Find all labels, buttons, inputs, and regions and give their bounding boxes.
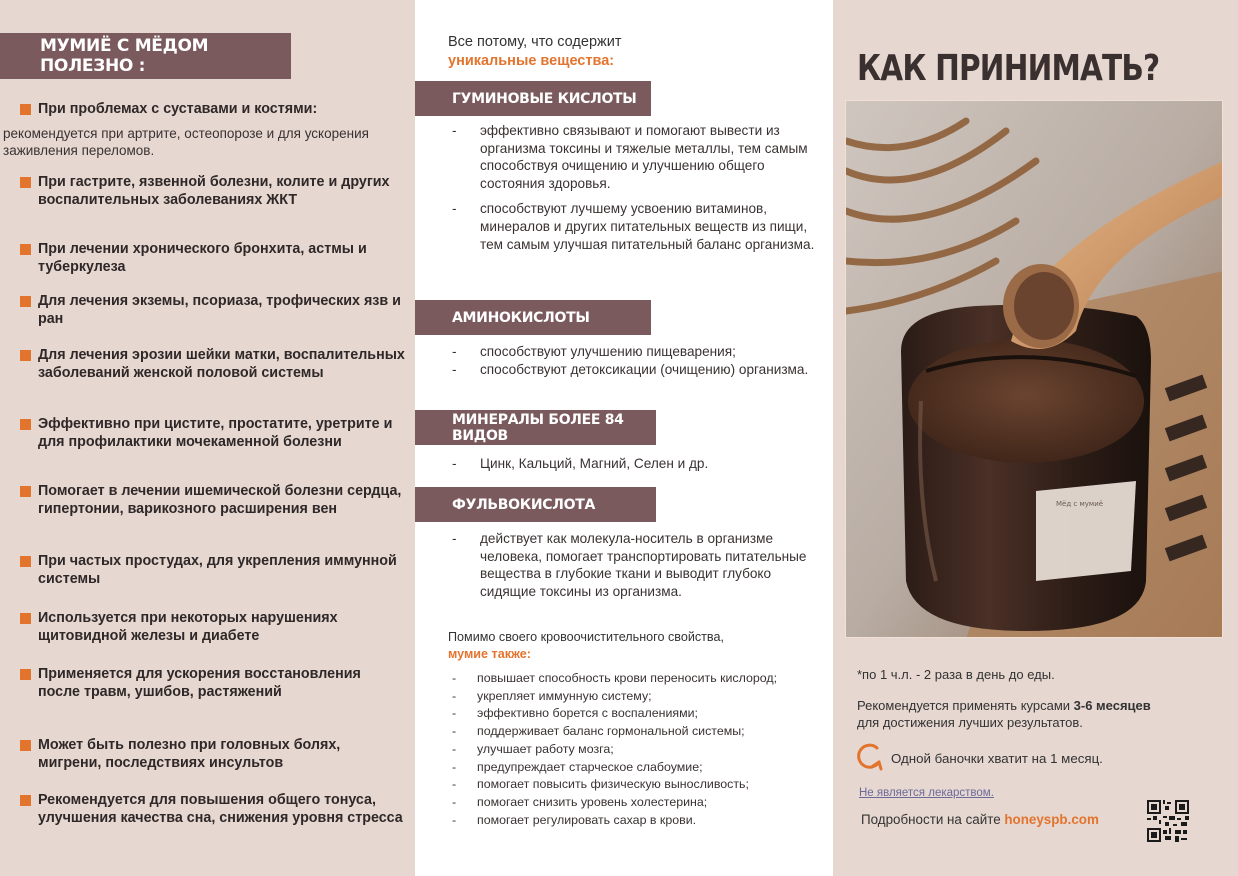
jar-label: Мёд с мумиё bbox=[1056, 500, 1104, 508]
list-item: - улучшает работу мозга; bbox=[452, 741, 832, 759]
benefit-item: При лечении хронического бронхита, астмы и туберкулеза bbox=[20, 241, 405, 276]
left-title: МУМИЁ С МЁДОМ ПОЛЕЗНО : bbox=[0, 33, 291, 79]
qr-code-icon[interactable] bbox=[1147, 800, 1189, 842]
also-list bbox=[452, 670, 832, 829]
section-title-fulvic-acid: ФУЛЬВОКИСЛОТА bbox=[415, 487, 656, 522]
section-title-humic-acids: ГУМИНОВЫЕ КИСЛОТЫ bbox=[415, 81, 651, 116]
benefit-item: Эффективно при цистите, простатите, уретрите и для профилактики мочекаменной болезни bbox=[20, 416, 405, 451]
list-item: - помогает повысить физическую выносливость; bbox=[452, 776, 832, 794]
right-panel bbox=[833, 0, 1238, 876]
month-note: Одной баночки хватит на 1 месяц. bbox=[857, 742, 1103, 774]
bullet-square-icon bbox=[20, 486, 31, 497]
benefit-item: Для лечения экземы, псориаза, трофических язв и ран bbox=[20, 293, 405, 328]
bullet-square-icon bbox=[20, 613, 31, 624]
list-item: - способствуют улучшению пищеварения; bbox=[452, 343, 822, 361]
website-text: Подробности на сайте honeyspb.com bbox=[861, 812, 1099, 827]
benefit-item: При проблемах с суставами и костями: рекомендуется при артрите, остеопорозе и для ускорения заживления переломов. bbox=[20, 101, 405, 160]
benefit-item: Применяется для ускорения восстановления после травм, ушибов, растяжений bbox=[20, 666, 405, 701]
list-item: - повышает способность крови переносить кислород; bbox=[452, 670, 832, 688]
bullet-square-icon bbox=[20, 419, 31, 430]
list-item: - помогает регулировать сахар в крови. bbox=[452, 812, 832, 830]
list-item: - способствуют детоксикации (очищению) организма. bbox=[452, 361, 822, 379]
bullet-square-icon bbox=[20, 795, 31, 806]
website-link[interactable]: honeyspb.com bbox=[1004, 812, 1099, 827]
not-a-drug-link[interactable]: Не является лекарством. bbox=[859, 787, 994, 799]
list-item: - укрепляет иммунную систему; bbox=[452, 688, 832, 706]
amino-acids-list bbox=[452, 343, 822, 378]
benefit-item: Используется при некоторых нарушениях щитовидной железы и диабете bbox=[20, 610, 405, 645]
dosage-text: *по 1 ч.л. - 2 раза в день до еды. bbox=[857, 667, 1055, 682]
list-item: - поддерживает баланс гормональной системы; bbox=[452, 723, 832, 741]
also-text: Помимо своего кровоочистительного свойства, мумие также: bbox=[448, 630, 724, 661]
product-photo bbox=[845, 100, 1223, 638]
benefit-item: Рекомендуется для повышения общего тонуса, улучшения качества сна, снижения уровня стресса bbox=[20, 792, 405, 827]
fulvic-acid-list bbox=[452, 530, 822, 608]
section-title-minerals: МИНЕРАЛЫ БОЛЕЕ 84 ВИДОВ bbox=[415, 410, 656, 445]
bullet-square-icon bbox=[20, 669, 31, 680]
benefit-item: Может быть полезно при головных болях, мигрени, последствиях инсультов bbox=[20, 737, 405, 772]
bullet-square-icon bbox=[20, 244, 31, 255]
bullet-square-icon bbox=[20, 740, 31, 751]
right-title: КАК ПРИНИМАТЬ? bbox=[857, 48, 1160, 89]
bullet-square-icon bbox=[20, 556, 31, 567]
section-title-amino-acids: АМИНОКИСЛОТЫ bbox=[415, 300, 651, 335]
bullet-square-icon bbox=[20, 296, 31, 307]
middle-panel bbox=[415, 0, 833, 876]
list-item: - помогает снизить уровень холестерина; bbox=[452, 794, 832, 812]
list-item: - действует как молекула-носитель в организме человека, помогает транспортировать питательные вещества в глубокие ткани и выводит глубоко сидящие токсины из организма. bbox=[452, 530, 822, 600]
list-item: - эффективно борется с воспалениями; bbox=[452, 705, 832, 723]
honey-jar-illustration bbox=[846, 101, 1223, 638]
minerals-list bbox=[452, 455, 822, 481]
list-item: - эффективно связывают и помогают вывести из организма токсины и тяжелые металлы, тем самым способствуя очищению и улучшению общего состояния здоровья. bbox=[452, 122, 822, 192]
bullet-square-icon bbox=[20, 350, 31, 361]
benefit-item: Помогает в лечении ишемической болезни сердца, гипертонии, варикозного расширения вен bbox=[20, 483, 405, 518]
bullet-square-icon bbox=[20, 177, 31, 188]
benefit-item: Для лечения эрозии шейки матки, воспалительных заболеваний женской половой системы bbox=[20, 347, 405, 382]
bullet-square-icon bbox=[20, 104, 31, 115]
course-text: Рекомендуется применять курсами 3-6 месяцев для достижения лучших результатов. bbox=[857, 698, 1151, 730]
benefit-item: При частых простудах, для укрепления иммунной системы bbox=[20, 553, 405, 588]
benefit-description: рекомендуется при артрите, остеопорозе и для ускорения заживления переломов. bbox=[3, 125, 369, 158]
humic-acids-list bbox=[452, 122, 822, 261]
list-item: - предупреждает старческое слабоумие; bbox=[452, 759, 832, 777]
left-panel bbox=[0, 0, 415, 876]
refresh-arrow-icon bbox=[857, 742, 883, 774]
benefit-item: При гастрите, язвенной болезни, колите и других воспалительных заболеваниях ЖКТ bbox=[20, 174, 405, 209]
list-item: - Цинк, Кальций, Магний, Селен и др. bbox=[452, 455, 822, 473]
list-item: - способствуют лучшему усвоению витаминов, минералов и других питательных веществ из пищи, тем самым улучшая питательный баланс организма. bbox=[452, 200, 822, 253]
intro-text: Все потому, что содержит уникальные вещества: bbox=[448, 34, 622, 69]
